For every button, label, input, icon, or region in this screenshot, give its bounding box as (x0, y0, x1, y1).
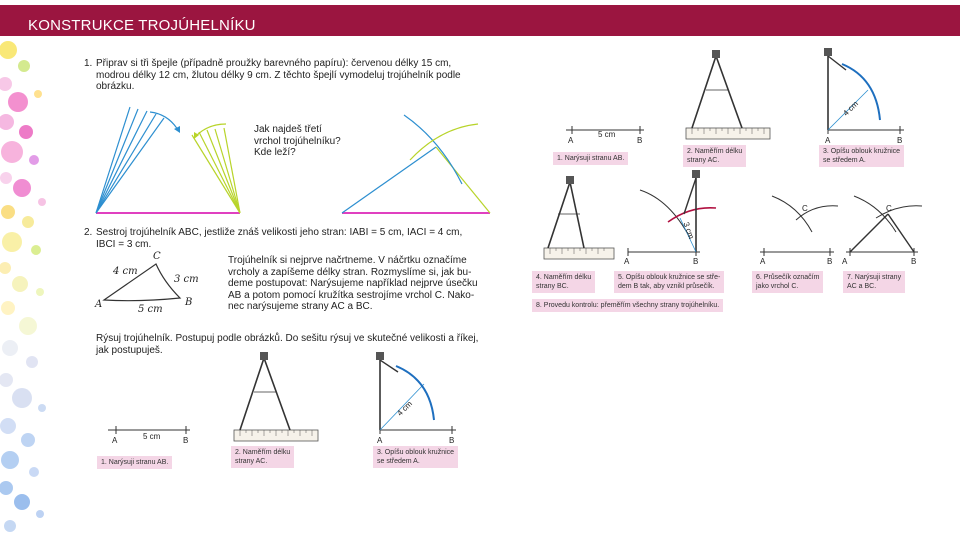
tr1-label-5cm: 5 cm (598, 130, 616, 139)
tr-step2-line2: strany AC. (687, 157, 720, 164)
task1-question (254, 124, 341, 159)
bl-step3-line1: 3. Opíšu oblouk kružnice (377, 449, 455, 456)
mr-step7-line1: 7. Narýsuji strany (847, 274, 902, 281)
mr7-label-c: C (886, 204, 892, 213)
bl1-label-5cm: 5 cm (143, 432, 161, 441)
task1-question-line2: vrchol trojúhelníku? (254, 135, 341, 147)
mr5-label-a: A (624, 257, 630, 266)
mr-step4-caption (532, 271, 595, 293)
sketch-label-ab: 5 cm (138, 304, 163, 315)
task2-para-line2: vrcholy a zapíšeme délky stran. Rozmyslíme si, jak bu- (228, 266, 472, 278)
mr-step8-caption (532, 299, 723, 312)
mr7-label-a: A (842, 257, 848, 266)
mr-step6-line2: jako vrchol C. (756, 283, 799, 290)
sketch-label-bc: 3 cm (174, 274, 199, 285)
task1-arcs-figure (342, 115, 490, 213)
task2-instr-line1: Rýsuj trojúhelník. Postupuj podle obrázků. Do sešitu rýsuj ve skutečné velikosti a říkej, (96, 333, 479, 344)
task1-text-line1: Připrav si tři špejle (případně proužky barevného papíru): červenou délky 15 cm, (96, 58, 452, 69)
mr-step5-caption (614, 271, 724, 293)
mr7-label-b: B (911, 257, 917, 266)
tr-step3-caption (819, 145, 904, 167)
tr1-label-b: B (637, 136, 643, 145)
bl1-label-b: B (183, 436, 189, 445)
tr-step3-line1: 3. Opíšu oblouk kružnice (823, 148, 901, 155)
tr3-label-4cm: 4 cm (841, 99, 860, 118)
mr-step7-caption (843, 271, 905, 293)
bl-step2-line1: 2. Naměřím délku (235, 449, 291, 456)
sketch-label-b: B (185, 297, 193, 308)
bl-step3-line2: se středem A. (377, 458, 420, 465)
tr-step2-caption (683, 145, 746, 167)
tr-step3-compass-arc (824, 48, 904, 134)
mr-step4-line1: 4. Naměřím délku (536, 274, 592, 281)
bl-step1-line: 1. Narýsuji stranu AB. (101, 459, 169, 466)
task2-para-line3: deme postupovat: Narýsujeme například nejprve úsečku (228, 278, 478, 289)
mr6-label-a: A (760, 257, 766, 266)
bl-step3-caption (373, 446, 458, 468)
bl1-label-a: A (112, 436, 118, 445)
mr-step8-line: 8. Provedu kontrolu: přeměřím všechny strany trojúhelníku. (536, 302, 720, 309)
mr-step4-line2: strany BC. (536, 283, 569, 290)
mr-step4-compass-ruler (544, 176, 614, 259)
mr5-label-b: B (693, 257, 699, 266)
task2-para-line1: Trojúhelník si nejprve načrtneme. V náčrtku označíme (228, 255, 467, 266)
task1-question-line3: Kde leží? (254, 147, 296, 158)
tr3-label-a: A (825, 136, 831, 145)
tr-step2-line1: 2. Naměřím délku (687, 148, 743, 155)
sketch-label-c: C (153, 251, 161, 262)
sketch-label-a: A (95, 299, 103, 310)
mr-step6-caption (752, 271, 823, 293)
task2-para-line5: nec narýsujeme strany AC a BC. (228, 301, 373, 312)
task2-instruction (96, 333, 478, 356)
task2-text (96, 227, 462, 250)
task2-text-line1: Sestroj trojúhelník ABC, jestliže znáš velikosti jeho stran: IABI = 5 cm, IACI = 4 cm, (96, 227, 463, 238)
task1-text-line3: obrázku. (96, 81, 135, 92)
tr-step2-compass-ruler (686, 50, 770, 139)
task1-text (96, 58, 461, 93)
bl-step2-compass-ruler (234, 352, 318, 441)
bl-step1-caption (97, 456, 172, 469)
mr-step7-triangle (846, 196, 922, 256)
task1-text-line2: modrou délky 12 cm, žlutou délky 9 cm. Z těchto špejlí vymodeluj trojúhelník podle (96, 69, 461, 81)
mr5-label-3cm: 3 cm (681, 220, 696, 241)
task1-number: 1. (84, 58, 93, 69)
task2-para-line4: AB a potom pomocí kružítka sestrojíme vrchol C. Nako- (228, 289, 475, 301)
bl3-label-a: A (377, 436, 383, 445)
mr-step5-arcs (628, 170, 716, 256)
slide-title: KONSTRUKCE TROJÚHELNÍKU (28, 17, 256, 34)
mr-step5-line2: dem B tak, aby vznikl průsečík. (618, 283, 715, 290)
task1-question-line1: Jak najdeš třetí (254, 124, 322, 135)
task1-fan-figure (96, 107, 240, 213)
task2-number: 2. (84, 227, 93, 238)
task2-text-line2: IBCI = 3 cm. (96, 238, 152, 250)
mr-step6-intersection (760, 196, 838, 256)
mr-step6-line1: 6. Průsečík označím (756, 274, 820, 281)
sketch-label-ac: 4 cm (113, 266, 138, 277)
task2-paragraph (228, 255, 478, 313)
bl-step3-compass-arc (376, 352, 456, 434)
tr-step1-line: 1. Narýsuji stranu AB. (557, 155, 625, 162)
mr6-label-c: C (802, 204, 808, 213)
task2-instr-line2: jak postupuješ. (96, 344, 163, 356)
bl3-label-b: B (449, 436, 455, 445)
bl3-label-4cm: 4 cm (395, 399, 414, 418)
tr3-label-b: B (897, 136, 903, 145)
bl-step2-caption (231, 446, 294, 468)
tr-step3-line2: se středem A. (823, 157, 866, 164)
tr-step1-caption (553, 152, 628, 165)
tr1-label-a: A (568, 136, 574, 145)
mr-step5-line1: 5. Opíšu oblouk kružnice se stře- (618, 274, 721, 281)
mr6-label-b: B (827, 257, 833, 266)
mr-step7-line2: AC a BC. (847, 283, 877, 290)
bl-step2-line2: strany AC. (235, 458, 268, 465)
